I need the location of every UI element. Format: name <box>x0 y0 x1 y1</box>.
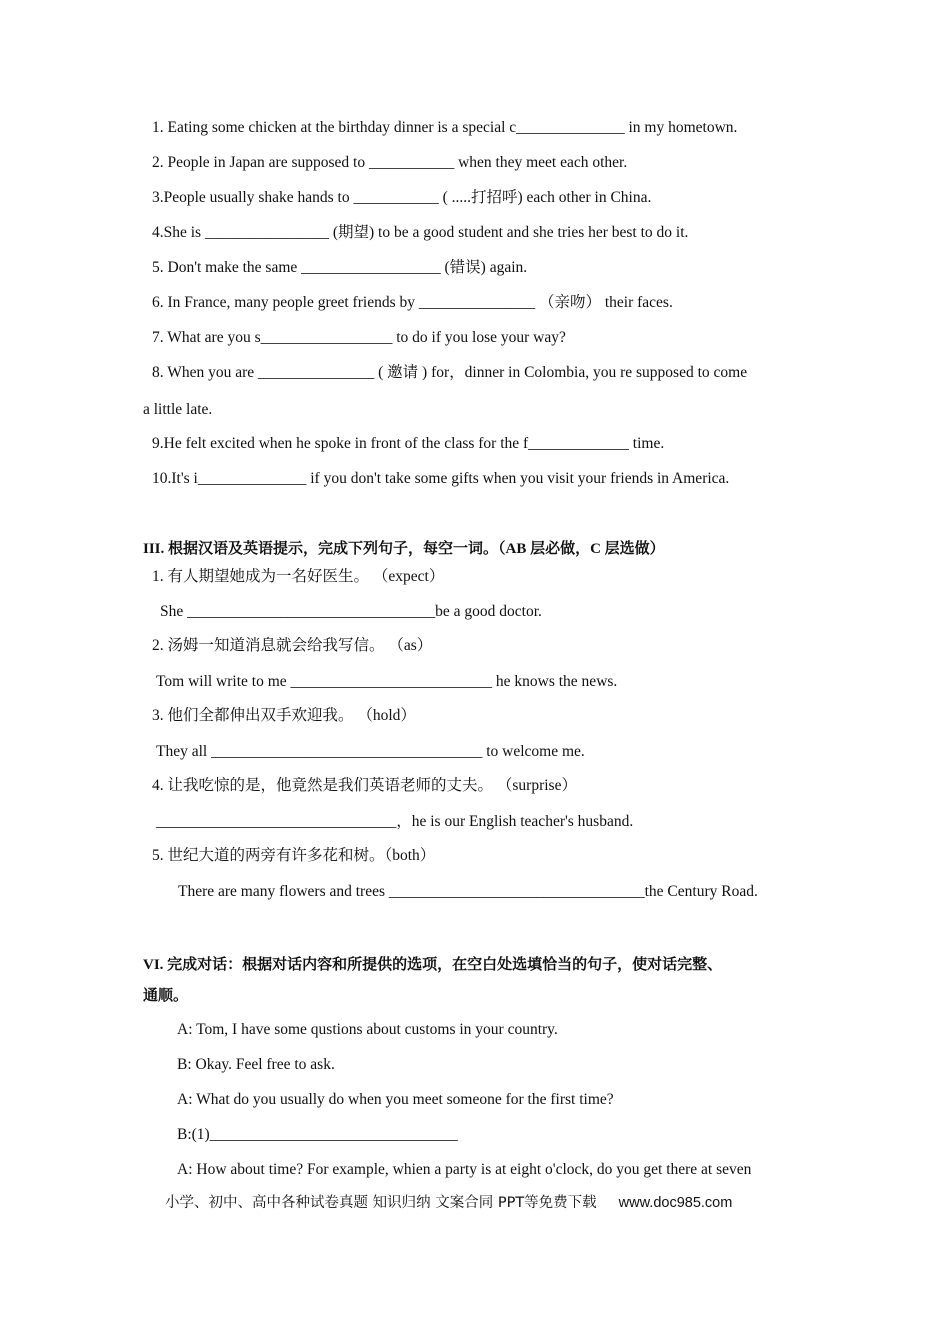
exercise-item-8-continued: a little late. <box>143 401 213 418</box>
translation-answer-3: They all ___________________________________ to welcome me. <box>156 743 585 760</box>
dialogue-line-3: A: What do you usually do when you meet someone for the first time? <box>177 1091 614 1108</box>
section-heading-VI: VI. 完成对话：根据对话内容和所提供的选项，在空白处选填恰当的句子，使对话完整、 <box>143 957 723 973</box>
translation-prompt-4: 4. 让我吃惊的是，他竟然是我们英语老师的丈夫。 （surprise） <box>152 777 577 794</box>
translation-prompt-1: 1. 有人期望她成为一名好医生。 （expect） <box>152 568 445 585</box>
translation-answer-1: She ________________________________be a good doctor. <box>160 603 542 620</box>
translation-prompt-3: 3. 他们全都伸出双手欢迎我。 （hold） <box>152 707 416 724</box>
translation-prompt-5: 5. 世纪大道的两旁有许多花和树。（both） <box>152 847 436 864</box>
dialogue-line-2: B: Okay. Feel free to ask. <box>177 1056 335 1073</box>
exercise-item-10: 10.It's i______________ if you don't take some gifts when you visit your friends in America. <box>152 470 730 487</box>
exercise-item-5: 5. Don't make the same __________________ (错误) again. <box>152 259 528 276</box>
section-heading-VI-continued: 通顺。 <box>143 988 189 1004</box>
translation-answer-5: There are many flowers and trees _________________________________the Century Road. <box>178 883 758 900</box>
dialogue-line-4: B:(1)________________________________ <box>177 1126 458 1143</box>
footer-text: 小学、初中、高中各种试卷真题 知识归纳 文案合同 PPT等免费下载 <box>165 1195 597 1211</box>
exercise-item-4: 4.She is ________________ (期望) to be a good student and she tries her best to do it. <box>152 224 689 241</box>
translation-answer-4: _______________________________，he is our English teacher's husband. <box>156 813 634 830</box>
exercise-item-2: 2. People in Japan are supposed to ___________ when they meet each other. <box>152 154 628 171</box>
exercise-item-3: 3.People usually shake hands to ___________ ( .....打招呼) each other in China. <box>152 189 652 206</box>
section-heading-III: III. 根据汉语及英语提示，完成下列句子，每空一词。（AB 层必做，C 层选做） <box>143 541 665 557</box>
footer-url[interactable]: www.doc985.com <box>618 1195 733 1211</box>
exercise-item-8: 8. When you are _______________ ( 邀请 ) for，dinner in Colombia, you re supposed to come <box>152 364 748 381</box>
dialogue-line-5: A: How about time? For example, whien a party is at eight o'clock, do you get there at seven <box>177 1161 752 1178</box>
dialogue-line-1: A: Tom, I have some qustions about customs in your country. <box>177 1021 558 1038</box>
exercise-item-1: 1. Eating some chicken at the birthday dinner is a special c______________ in my hometown. <box>152 119 738 136</box>
translation-prompt-2: 2. 汤姆一知道消息就会给我写信。 （as） <box>152 637 433 654</box>
exercise-item-9: 9.He felt excited when he spoke in front of the class for the f_____________ time. <box>152 435 665 452</box>
translation-answer-2: Tom will write to me __________________________ he knows the news. <box>156 673 618 690</box>
page-footer <box>165 1191 732 1212</box>
exercise-item-6: 6. In France, many people greet friends by _______________ （亲吻） their faces. <box>152 294 673 311</box>
exercise-item-7: 7. What are you s_________________ to do if you lose your way? <box>152 329 566 346</box>
